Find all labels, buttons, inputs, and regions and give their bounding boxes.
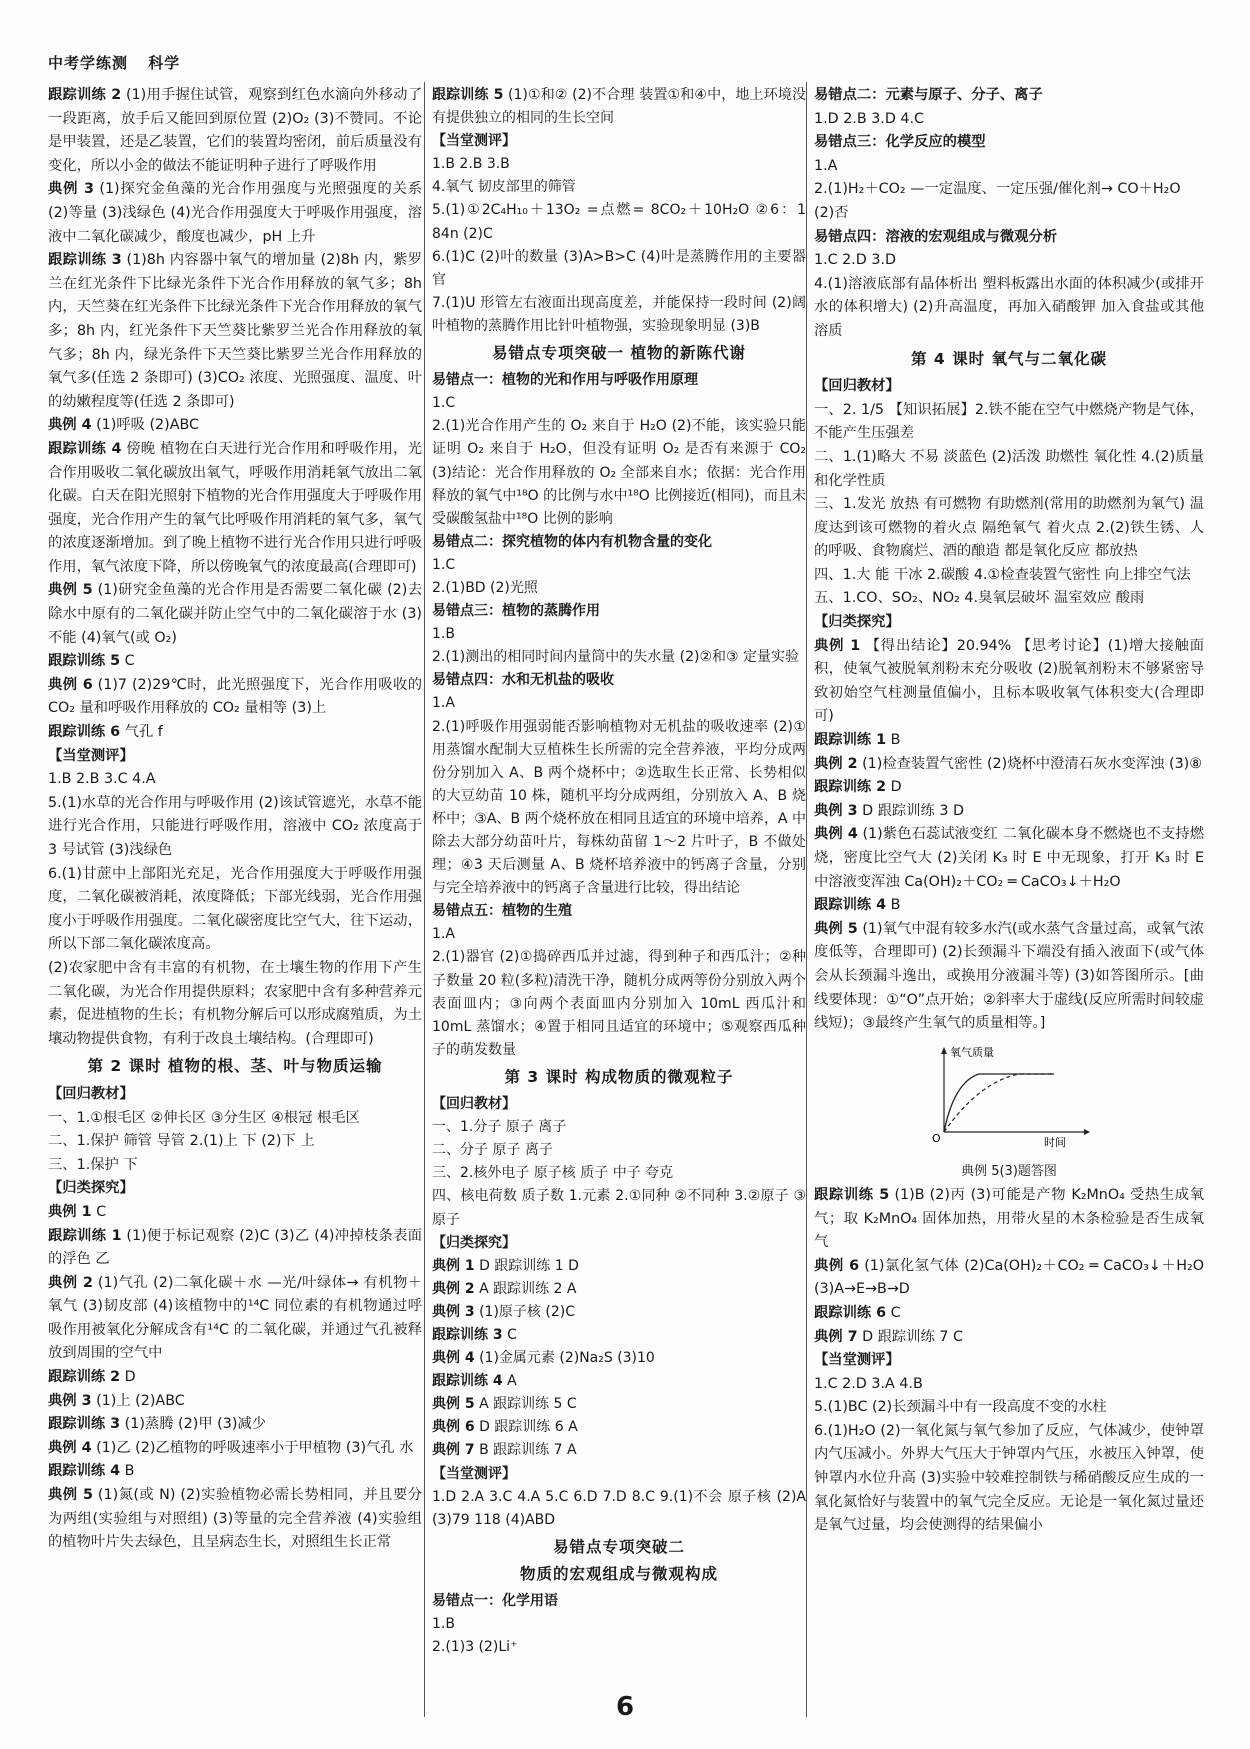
- answer-column-1: [48, 84, 422, 1555]
- entry-label: 跟踪训练 6: [48, 724, 121, 741]
- entry-text: C: [507, 1326, 517, 1343]
- entry-label: 跟踪训练 1: [48, 1227, 122, 1244]
- answer-entry: [432, 1301, 806, 1324]
- entry-label: 跟踪训练 3: [432, 1326, 503, 1343]
- answer-entry: [814, 155, 1204, 179]
- answer-entry: [814, 776, 1204, 800]
- entry-label: 易错点三：植物的蒸腾作用: [432, 603, 600, 620]
- oxygen-mass-chart: [924, 1042, 1094, 1150]
- entry-text: 1.B: [432, 626, 455, 643]
- entry-label: 典例 2: [432, 1280, 475, 1297]
- entry-label: 【回归教材】: [48, 1085, 134, 1102]
- x-axis-label: 时间: [1044, 1135, 1066, 1149]
- entry-text: 2.(1)3 (2)Li⁺: [432, 1639, 518, 1656]
- answer-entry: [432, 1439, 806, 1462]
- answer-entry: [814, 202, 1204, 226]
- answer-entry: [432, 692, 806, 715]
- entry-label: 跟踪训练 4: [814, 897, 887, 914]
- page-header: [48, 52, 194, 73]
- answer-entry: [48, 1413, 422, 1437]
- entry-text: 一、1.①根毛区 ②伸长区 ③分生区 ④根冠 根毛区: [48, 1109, 360, 1126]
- entry-text: 傍晚 植物在白天进行光合作用和呼吸作用，光合作用吸收二氧化碳放出氧气，呼吸作用消耗氧气放出二氧化碳。白天在阳光照射下植物的光合作用强度大于呼吸作用强度，光合作用产生的氧气比呼吸作用消耗的氧气多，氧气的浓度逐渐增加。到了晚上植物不进行光合作用只进行呼吸作用，氧气浓度下降，所以傍晚氧气的浓度最高(合理即可): [48, 440, 422, 575]
- answer-entry: [814, 823, 1204, 894]
- entry-text: D: [890, 779, 902, 796]
- answer-entry: [432, 292, 806, 338]
- section-heading: 第 2 课时 植物的根、茎、叶与物质运输: [87, 1057, 383, 1076]
- entry-text: (1)8h 内容器中氧气的增加量 (2)8h 内，紫罗兰在红光条件下比绿光条件下光合作用释放的氧气多；8h 内，天竺葵在红光条件下比绿光条件下光合作用释放的氧气多；8h 内，红光条件下天竺葵比紫罗兰光合作用释放的氧气多；8h 内，绿光条件下天竺葵比紫罗兰光合作用释放的氧气多(任选 2 条即可) (3)CO₂ 浓度、光照强度、温度、叶的幼嫩程度等(任选 2 条即可): [48, 252, 422, 410]
- entry-label: 典例 2: [814, 755, 858, 772]
- entry-label: 典例 3: [814, 802, 858, 819]
- entry-text: 1.A: [814, 157, 838, 174]
- answer-entry: [48, 1460, 422, 1484]
- answer-entry: [48, 84, 422, 178]
- entry-text: B 跟踪训练 7 A: [479, 1442, 577, 1459]
- entry-text: B: [890, 897, 901, 914]
- answer-entry: [432, 1255, 806, 1278]
- entry-text: (1)紫色石蕊试液变红 二氧化碳本身不燃烧也不支持燃烧，密度比空气大 (2)关闭 K₃ 时 E 中无现象，打开 K₃ 时 E 中溶液变浑浊 Ca(OH)₂＋CO₂ ═ CaCO₃↓＋H₂O: [814, 826, 1204, 890]
- answer-entry: [814, 729, 1204, 753]
- answer-entry: [432, 1139, 806, 1162]
- entry-text: 1.B 2.B 3.B: [432, 156, 510, 173]
- section-heading: 第 3 课时 构成物质的微观粒子: [504, 1067, 734, 1086]
- entry-label: 典例 5: [48, 1487, 93, 1504]
- entry-text: 1.C 2.D 3.D: [814, 252, 897, 269]
- entry-label: 易错点四：水和无机盐的吸收: [432, 672, 614, 689]
- entry-text: (1)用手握住试管，观察到红色水滴向外移动了一段距离，放手后又能回到原位置 (2)O₂ (3)不赞同。不论是甲装置，还是乙装置，它们的装置均密闭，前后质量没有变化，所以小金的做法不能证明种子进行了呼吸作用: [48, 87, 422, 174]
- section-heading: 物质的宏观组成与微观构成: [519, 1564, 718, 1583]
- answer-entry: [48, 768, 422, 792]
- entry-text: 1.D 2.B 3.D 4.C: [814, 110, 925, 127]
- answer-entry: [48, 1201, 422, 1225]
- entry-text: (1)7 (2)29℃时，此光照强度下，光合作用吸收的 CO₂ 量和呼吸作用释放的 CO₂ 量相等 (3)上: [48, 676, 422, 717]
- entry-text: C: [124, 653, 135, 670]
- entry-text: 2.(1)呼吸作用强弱能否影响植物对无机盐的吸收速率 (2)①用蒸馏水配制大豆植株生长所需的完全营养液，平均分成两份分别加入 A、B 两个烧杯中；②选取生长正常、长势相似的大豆幼苗 10 株，随机平均分成两组，分别放入 A、B 烧杯中；③A、B 两个烧杯放在相同且适宜的环境中培养，A 中除去大部分幼苗叶片，每株幼苗留 1～2 片叶子，B 不做处理；④3 天后测量 A、B 烧杯培养液中的钙离子含量，分别与完全培养液中的钙离子含量进行比较，得出结论: [432, 718, 806, 897]
- entry-text: 1.B 2.B 3.C 4.A: [48, 771, 156, 788]
- answer-entry: [432, 1347, 806, 1370]
- answer-entry: [48, 1083, 422, 1107]
- answer-entry: [814, 1420, 1204, 1538]
- entry-text: 二、分子 原子 离子: [432, 1142, 553, 1159]
- answer-entry: [432, 1590, 806, 1613]
- answer-entry: [814, 587, 1204, 611]
- answer-entry: [814, 1302, 1204, 1326]
- entry-label: 典例 4: [814, 826, 858, 843]
- answer-entry: [432, 176, 806, 199]
- answer-entry: [48, 674, 422, 721]
- entry-label: 典例 3: [432, 1303, 475, 1320]
- entry-label: 易错点四：溶液的宏观组成与微观分析: [814, 228, 1058, 245]
- dashed-curve: [944, 1074, 1054, 1132]
- entry-label: 典例 4: [48, 417, 92, 434]
- entry-text: A 跟踪训练 5 C: [479, 1396, 577, 1413]
- answer-entry: [432, 1416, 806, 1439]
- answer-entry: [814, 800, 1204, 824]
- entry-label: 典例 6: [814, 1257, 860, 1274]
- answer-entry: [48, 721, 422, 745]
- answer-entry: [48, 1484, 422, 1555]
- entry-label: 典例 2: [48, 1274, 93, 1291]
- entry-label: 跟踪训练 5: [814, 1186, 890, 1203]
- answer-entry: [432, 623, 806, 646]
- entry-text: 2.(1)BD (2)光照: [432, 579, 538, 596]
- answer-entry: [814, 375, 1204, 399]
- answer-entry: [432, 1232, 806, 1255]
- answer-entry: [432, 392, 806, 415]
- answer-entry: [432, 130, 806, 153]
- answer-entry: [814, 131, 1204, 155]
- entry-label: 易错点二：元素与原子、分子、离子: [814, 87, 1043, 103]
- entry-text: (1)气孔 (2)二氧化碳＋水 —光/叶绿体→ 有机物＋氧气 (3)韧皮部 (4)该植物中的¹⁴C 同位素的有机物通过呼吸作用被氧化分解成含有¹⁴C 的二氧化碳，并通过气孔被释放到周围的空气中: [48, 1274, 423, 1362]
- entry-text: 1.C: [432, 556, 456, 573]
- entry-label: 易错点三：化学反应的模型: [814, 134, 986, 151]
- column-divider: [806, 82, 807, 1717]
- entry-text: (1)①和② (2)不合理 装置①和④中，地上环境没有提供独立的相同的生长空间: [432, 87, 806, 127]
- entry-text: 1.A: [432, 926, 455, 943]
- answer-entry: [48, 863, 422, 957]
- answer-entry: [48, 1390, 422, 1414]
- entry-text: 四、核电荷数 质子数 1.元素 2.①同种 ②不同种 3.②原子 ③原子: [432, 1188, 806, 1228]
- answer-entry: [48, 249, 422, 414]
- answer-figure: [814, 1036, 1204, 1184]
- answer-entry: [48, 1130, 422, 1154]
- answer-entry: [432, 199, 806, 245]
- answer-entry: [48, 438, 422, 580]
- entry-text: (1)便于标记观察 (2)C (3)乙 (4)冲掉枝条表面的浮色 乙: [48, 1227, 423, 1268]
- entry-text: 一、1.分子 原子 离子: [432, 1119, 567, 1136]
- section-heading: 易错点专项突破二: [552, 1537, 685, 1556]
- entry-label: 典例 5: [48, 582, 93, 599]
- answer-entry: [48, 650, 422, 674]
- entry-label: 典例 4: [432, 1350, 475, 1367]
- section-heading: 第 4 课时 氧气与二氧化碳: [911, 349, 1107, 368]
- entry-label: 跟踪训练 2: [814, 779, 887, 796]
- answer-entry: [432, 1463, 806, 1486]
- answer-entry: [432, 1636, 806, 1659]
- entry-text: 1.B: [432, 1616, 455, 1633]
- subject-title: 科学: [148, 54, 181, 72]
- entry-label: 典例 6: [432, 1419, 475, 1436]
- answer-entry: [814, 273, 1204, 344]
- entry-label: 跟踪训练 3: [48, 1416, 121, 1433]
- entry-label: 跟踪训练 6: [814, 1304, 887, 1321]
- answer-entry: [814, 1326, 1204, 1350]
- entry-label: 典例 3: [48, 181, 94, 198]
- entry-label: 典例 4: [48, 1439, 92, 1456]
- entry-label: 典例 3: [48, 1392, 92, 1409]
- answer-entry: [432, 415, 806, 530]
- entry-label: 跟踪训练 4: [48, 1463, 121, 1480]
- answer-entry: [814, 611, 1204, 635]
- answer-column-3: [814, 84, 1204, 1538]
- answer-entry: [432, 923, 806, 946]
- entry-label: 【当堂测评】: [432, 133, 516, 150]
- answer-entry: [48, 1225, 422, 1272]
- answer-entry: [814, 84, 1204, 108]
- entry-text: 2.(1)光合作用产生的 O₂ 来自于 H₂O (2)不能，该实验只能证明 O₂ 来自于 H₂O，但没有证明 O₂ 是否有来源于 CO₂ (3)结论：光合作用释放的 O₂ 全部来自水；依据：光合作用释放的氧气中¹⁸O 的比例与水中¹⁸O 比例接近(相同)，而且未受碳酸氢盐中¹⁸O 比例的影响: [432, 418, 806, 527]
- entry-label: 【当堂测评】: [432, 1465, 516, 1482]
- entry-text: (1)探究金鱼藻的光合作用强度与光照强度的关系 (2)等量 (3)浅绿色 (4)光合作用强度大于呼吸作用强度，溶液中二氧化碳减少，酸度也减少，pH 上升: [48, 181, 423, 245]
- answer-entry: [814, 178, 1204, 202]
- answer-entry: [814, 753, 1204, 777]
- entry-text: (1)氯化氢气体 (2)Ca(OH)₂＋CO₂ ═ CaCO₃↓＋H₂O (3)A→E→B→D: [814, 1257, 1204, 1298]
- entry-label: 跟踪训练 5: [48, 653, 121, 670]
- entry-text: (1)金属元素 (2)Na₂S (3)10: [479, 1350, 655, 1367]
- entry-text: 6.(1)C (2)叶的数量 (3)A>B>C (4)叶是蒸腾作用的主要器官: [432, 248, 806, 288]
- entry-label: 易错点二：探究植物的体内有机物含量的变化: [432, 533, 712, 550]
- x-axis-arrow: [1084, 1129, 1090, 1135]
- entry-text: D: [124, 1369, 136, 1386]
- y-axis-arrow: [941, 1047, 947, 1054]
- entry-text: B: [890, 732, 901, 749]
- entry-text: D 跟踪训练 6 A: [479, 1419, 578, 1436]
- entry-text: 五、1.CO、SO₂、NO₂ 4.臭氧层破坏 温室效应 酸雨: [814, 590, 1145, 607]
- answer-entry: [814, 1373, 1204, 1397]
- entry-text: 5.(1)BC (2)长颈漏斗中有一段高度不变的水柱: [814, 1399, 1107, 1416]
- answer-entry: [432, 900, 806, 923]
- answer-entry: [814, 1184, 1204, 1255]
- answer-entry: [48, 1366, 422, 1390]
- entry-text: (2)农家肥中含有丰富的有机物，在土壤生物的作用下产生二氧化碳，为光合作用提供原料；农家肥中含有多种营养元素，促进植物的生长；有机物分解后可以形成腐殖质，为土壤动物提供食物，有利于改良土壤结构。(合理即可): [48, 959, 422, 1047]
- answer-entry: [432, 1324, 806, 1347]
- entry-text: 1.C 2.D 3.A 4.B: [814, 1375, 923, 1392]
- entry-text: 6.(1)甘蔗中上部阳光充足，光合作用强度大于呼吸作用强度，二氧化碳被消耗，浓度降低；下部光线弱，光合作用强度小于呼吸作用强度。二氧化碳密度比空气大，往下运动，所以下部二氧化碳浓度高。: [48, 865, 422, 953]
- entry-label: 跟踪训练 2: [48, 87, 122, 103]
- entry-text: (1)蒸腾 (2)甲 (3)减少: [124, 1416, 266, 1433]
- page-number: 6: [615, 1692, 635, 1722]
- entry-label: 【归类探究】: [48, 1180, 134, 1197]
- entry-text: A: [507, 1373, 517, 1390]
- entry-text: (1)氮(或 N) (2)实验植物必需长势相同，并且要分为两组(实验组与对照组) (3)等量的完全营养液 (4)实验组的植物叶片失去绿色，且呈病态生长，对照组生长正常: [48, 1487, 422, 1551]
- entry-label: 易错点五：植物的生殖: [432, 903, 572, 920]
- entry-text: 四、1.大 能 干冰 2.碳酸 4.①检查装置气密性 向上排空气法: [814, 566, 1191, 583]
- answer-entry: [48, 1177, 422, 1201]
- answer-entry: [814, 249, 1204, 273]
- answer-entry: [432, 1370, 806, 1393]
- entry-text: D 跟踪训练 1 D: [479, 1257, 579, 1274]
- answer-entry: [48, 1154, 422, 1178]
- answer-entry: [432, 646, 806, 669]
- entry-text: 6.(1)H₂O (2)一氧化氮与氧气参加了反应，气体减少，使钟罩内气压减小。外界大气压大于钟罩内气压，水被压入钟罩，使钟罩内水位升高 (3)实验中较难控制铁与稀硝酸反应生成的一氧化氮恰好与装置中的氧气完全反应。无论是一氧化氮过量还是氧气过量，均会使测得的结果偏小: [814, 1422, 1204, 1534]
- answer-entry: [814, 635, 1204, 729]
- entry-text: 2.(1)H₂＋CO₂ —一定温度、一定压强/催化剂→ CO＋H₂O: [814, 181, 1181, 198]
- entry-label: 易错点一：植物的光和作用与呼吸作用原理: [432, 372, 698, 389]
- entry-label: 【归类探究】: [432, 1234, 516, 1251]
- entry-label: 典例 1: [432, 1257, 475, 1274]
- answer-entry: [48, 1437, 422, 1461]
- answer-entry: [432, 1613, 806, 1636]
- entry-label: 【回归教材】: [432, 1096, 516, 1113]
- answer-entry: [814, 564, 1204, 588]
- answer-entry: [432, 531, 806, 554]
- answer-entry: [432, 84, 806, 130]
- entry-label: 【归类探究】: [814, 614, 900, 631]
- entry-label: 典例 7: [432, 1442, 475, 1459]
- entry-text: 2.(1)器官 (2)①捣碎西瓜并过滤，得到种子和西瓜汁；②种子数量 20 粒(多粒)清洗干净，随机分成两等份分别放入两个表面皿内；③向两个表面皿内分别加入 10mL 西瓜汁和 10mL 蒸馏水；④置于相同且适宜的环境中；⑤观察西瓜种子的萌发数量: [432, 949, 806, 1058]
- answer-entry: [432, 554, 806, 577]
- answer-entry: [432, 1093, 806, 1116]
- entry-label: 跟踪训练 2: [48, 1369, 121, 1386]
- answer-entry: [432, 1486, 806, 1532]
- answer-entry: [432, 246, 806, 292]
- answer-entry: [814, 108, 1204, 132]
- entry-text: C: [890, 1304, 901, 1321]
- y-axis-label: 氧气质量: [950, 1045, 994, 1059]
- entry-text: D 跟踪训练 3 D: [862, 802, 965, 819]
- entry-label: 跟踪训练 5: [432, 87, 504, 103]
- answer-entry: [48, 792, 422, 863]
- entry-text: (1)乙 (2)乙植物的呼吸速率小于甲植物 (3)气孔 水: [96, 1439, 414, 1456]
- answer-entry: [432, 946, 806, 1061]
- entry-text: (1)研究金鱼藻的光合作用是否需要二氧化碳 (2)去除水中原有的二氧化碳并防止空气中的二氧化碳溶于水 (3)不能 (4)氧气(或 O₂): [48, 582, 423, 646]
- entry-text: (2)否: [814, 204, 849, 221]
- entry-text: A 跟踪训练 2 A: [479, 1280, 577, 1297]
- entry-label: 典例 1: [48, 1203, 92, 1220]
- entry-text: 1.C: [432, 395, 456, 412]
- entry-text: 二、1.保护 筛管 导管 2.(1)上 下 (2)下 上: [48, 1133, 315, 1150]
- answer-entry: [48, 1107, 422, 1131]
- entry-text: 4.氧气 韧皮部里的筛管: [432, 179, 576, 196]
- column-divider: [424, 82, 425, 1717]
- entry-label: 易错点一：化学用语: [432, 1593, 558, 1609]
- entry-text: 三、2.核外电子 原子核 质子 中子 夸克: [432, 1165, 674, 1182]
- answer-entry: [814, 399, 1204, 446]
- answer-entry: [432, 1162, 806, 1185]
- entry-text: C: [96, 1203, 107, 1220]
- entry-label: 典例 5: [814, 920, 858, 937]
- entry-label: 【当堂测评】: [814, 1352, 900, 1369]
- entry-text: (1)检查装置气密性 (2)烧杯中澄清石灰水变浑浊 (3)⑧: [862, 755, 1203, 772]
- answer-column-2: [432, 84, 806, 1659]
- answer-entry: [814, 493, 1204, 564]
- entry-label: 典例 1: [814, 637, 861, 654]
- entry-text: 三、1.发光 放热 有可燃物 有助燃剂(常用的助燃剂为氧气) 温度达到该可燃物的着火点 隔绝氧气 着火点 2.(2)铁生锈、人的呼吸、食物腐烂、酒的酿造 都是氧化反应 都放热: [814, 496, 1204, 560]
- entry-text: 气孔 f: [124, 724, 163, 741]
- entry-text: (1)氧气中混有较多水汽(或水蒸气含量过高，或氧气浓度低等，合理即可) (2)长颈漏斗下端没有插入液面下(或气体会从长颈漏斗逸出，或换用分液漏斗等) (3)如答图所示。[曲线要体现：①“O”点开始；②斜率大于虚线(反应所需时间较虚线短)；③最终产生氧气的质量相等。]: [814, 920, 1205, 1032]
- entry-text: 2.(1)测出的相同时间内量筒中的失水量 (2)②和③ 定量实验: [432, 649, 800, 666]
- answer-entry: [814, 918, 1204, 1036]
- answer-entry: [48, 745, 422, 769]
- entry-text: 5.(1)水草的光合作用与呼吸作用 (2)该试管遮光，水草不能进行光合作用，只能进行呼吸作用，溶液中 CO₂ 浓度高于 3 号试管 (3)浅绿色: [48, 794, 422, 858]
- figure-caption: 典例 5(3)题答图: [961, 1164, 1057, 1180]
- answer-entry: [48, 178, 422, 249]
- entry-label: 跟踪训练 4: [48, 440, 122, 457]
- answer-entry: [432, 577, 806, 600]
- entry-text: (1)呼吸 (2)ABC: [96, 417, 200, 434]
- answer-entry: [814, 226, 1204, 250]
- answer-entry: [432, 1116, 806, 1139]
- entry-label: 典例 7: [814, 1328, 858, 1345]
- answer-entry: [48, 414, 422, 438]
- answer-entry: [432, 1278, 806, 1301]
- entry-text: B: [124, 1463, 135, 1480]
- entry-label: 【回归教材】: [814, 378, 900, 395]
- answer-entry: [432, 1185, 806, 1231]
- answer-entry: [814, 1255, 1204, 1302]
- answer-entry: [432, 600, 806, 623]
- entry-text: 一、2. 1/5 【知识拓展】2.铁不能在空气中燃烧产物是气体，不能产生压强差: [814, 401, 1204, 442]
- entry-label: 【当堂测评】: [48, 747, 134, 764]
- answer-entry: [48, 1272, 422, 1366]
- entry-text: 二、1.(1)略大 不易 淡蓝色 (2)活泼 助燃性 氧化性 4.(2)质量和化学性质: [814, 448, 1204, 489]
- answer-entry: [432, 1393, 806, 1416]
- entry-label: 跟踪训练 1: [814, 732, 887, 749]
- answer-entry: [48, 579, 422, 650]
- entry-text: (1)原子核 (2)C: [479, 1303, 575, 1320]
- entry-text: D 跟踪训练 7 C: [862, 1328, 963, 1345]
- answer-entry: [432, 669, 806, 692]
- entry-text: 4.(1)溶液底部有晶体析出 塑料板露出水面的体积减少(或排开水的体积增大) (2)升高温度，再加入硝酸钾 加入食盐或其他溶质: [814, 275, 1204, 339]
- solid-curve: [944, 1074, 1054, 1132]
- book-title: 中考学练测: [48, 54, 129, 72]
- answer-entry: [432, 369, 806, 392]
- section-heading: 易错点专项突破一 植物的新陈代谢: [492, 344, 746, 363]
- answer-entry: [814, 894, 1204, 918]
- entry-text: 1.A: [432, 695, 455, 712]
- entry-label: 典例 5: [432, 1396, 475, 1413]
- origin-label: O: [932, 1131, 941, 1145]
- entry-text: 1.D 2.A 3.C 4.A 5.C 6.D 7.D 8.C 9.(1)不会 原子核 (2)A (3)79 118 (4)ABD: [432, 1488, 806, 1528]
- answer-entry: [432, 716, 806, 901]
- entry-label: 跟踪训练 4: [432, 1373, 503, 1390]
- entry-label: 典例 6: [48, 676, 93, 693]
- entry-text: 【得出结论】20.94% 【思考讨论】(1)增大接触面积，使氧气被脱氧剂粉末充分吸收 (2)脱氧剂粉末不够紧密导致初始空气柱测量值偏小，且标本吸收氧气体积变大(合理即可): [814, 637, 1204, 725]
- entry-text: 三、1.保护 下: [48, 1156, 138, 1173]
- entry-text: 5.(1)①2C₄H₁₀＋13O₂ =点燃= 8CO₂＋10H₂O ②6：1 84n (2)C: [432, 202, 806, 242]
- entry-label: 跟踪训练 3: [48, 252, 122, 269]
- entry-text: (1)上 (2)ABC: [96, 1392, 185, 1409]
- answer-entry: [48, 957, 422, 1051]
- answer-entry: [814, 1396, 1204, 1420]
- answer-entry: [814, 1349, 1204, 1373]
- answer-entry: [814, 446, 1204, 493]
- entry-text: (1)B (2)丙 (3)可能是产物 K₂MnO₄ 受热生成氧气；取 K₂MnO₄ 固体加热，用带火星的木条检验是否生成氧气: [814, 1186, 1205, 1251]
- entry-text: 7.(1)U 形管左右液面出现高度差，并能保持一段时间 (2)阔叶植物的蒸腾作用比针叶植物强，实验现象明显 (3)B: [432, 294, 806, 334]
- answer-entry: [432, 153, 806, 176]
